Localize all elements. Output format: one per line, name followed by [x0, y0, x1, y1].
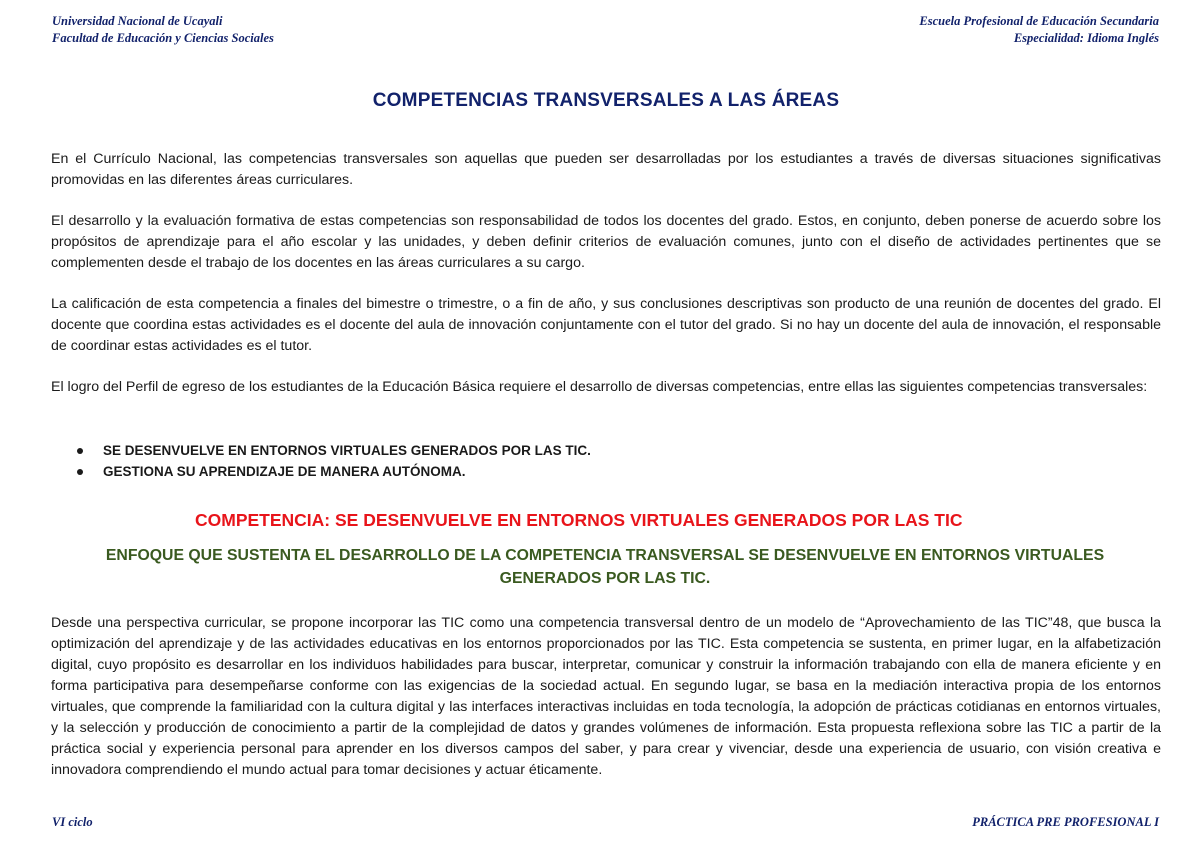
competencies-list — [51, 440, 1161, 482]
header-left — [52, 13, 274, 47]
paragraph-intro: En el Currículo Nacional, las competencias transversales son aquellas que pueden ser desarrolladas por los estudiantes a través de diversas situaciones significativas promovidas en las diferentes áreas curriculares. — [51, 151, 1161, 188]
page-title: COMPETENCIAS TRANSVERSALES A LAS ÁREAS — [372, 90, 840, 111]
faculty-name: Facultad de Educación y Ciencias Sociales — [52, 31, 274, 45]
specialty-name: Especialidad: Idioma Inglés — [1013, 31, 1159, 45]
paragraph-development: El desarrollo y la evaluación formativa de estas competencias son responsabilidad de todos los docentes del grado. Estos, en conjunto, deben ponerse de acuerdo sobre los propósitos de aprendizaje para el año escolar y las unidades, y deben definir criterios de evaluación comunes, junto con el diseño de actividades pertinentes que se complementen desde el trabajo de los docentes en las áreas curriculares a su cargo. — [51, 213, 1161, 271]
university-name: Universidad Nacional de Ucayali — [52, 14, 223, 28]
list-item: GESTIONA SU APRENDIZAJE DE MANERA AUTÓNOMA. — [51, 461, 1161, 482]
header-right — [919, 13, 1159, 47]
footer-course: PRÁCTICA PRE PROFESIONAL I — [972, 815, 1159, 829]
paragraph-enfoque: Desde una perspectiva curricular, se propone incorporar las TIC como una competencia transversal dentro de un modelo de “Aprovechamiento de las TIC”48, que busca la optimización del aprendizaje y de las actividades educativas en los entornos proporcionados por las TIC. Esta competencia se sustenta, en primer lugar, en la alfabetización digital, cuyo propósito es desarrollar en los individuos habilidades para buscar, interpretar, comunicar y construir la información trabajando con ella de manera eficiente y en forma participativa para desempeñarse conforme con las exigencias de la sociedad actual. En segundo lugar, se basa en la mediación interactiva propia de los entornos virtuales, que comprende la familiaridad con la cultura digital y las interfaces interactivas incluidas en toda tecnología, la adopción de prácticas cotidianas en entornos virtuales, y la selección y producción de conocimiento a partir de la complejidad de datos y grandes volúmenes de información. Esta propuesta reflexiona sobre las TIC a partir de la práctica social y experiencia personal para aprender en los diversos campos del saber, y para crear y vivenciar, desde una experiencia de usuario, con visión creativa e innovadora comprendiendo el mundo actual para tomar decisiones y actuar éticamente. — [51, 615, 1161, 778]
enfoque-heading: ENFOQUE QUE SUSTENTA EL DESARROLLO DE LA COMPETENCIA TRANSVERSAL SE DESENVUELVE EN ENTORNOS VIRTUALES GENERADOS POR LAS TIC. — [105, 547, 1105, 587]
school-name: Escuela Profesional de Educación Secundaria — [919, 14, 1159, 28]
competencia-heading: COMPETENCIA: SE DESENVUELVE EN ENTORNOS VIRTUALES GENERADOS POR LAS TIC — [195, 510, 963, 530]
paragraph-profile: El logro del Perfil de egreso de los estudiantes de la Educación Básica requiere el desarrollo de diversas competencias, entre ellas las siguientes competencias transversales: — [51, 379, 1148, 395]
list-item: SE DESENVUELVE EN ENTORNOS VIRTUALES GENERADOS POR LAS TIC. — [51, 440, 1161, 461]
footer-cycle: VI ciclo — [52, 815, 93, 829]
paragraph-grading: La calificación de esta competencia a finales del bimestre o trimestre, o a fin de año, y sus conclusiones descriptivas son producto de una reunión de docentes del grado. El docente que coordina estas actividades es el docente del aula de innovación conjuntamente con el tutor del grado. Si no hay un docente del aula de innovación, el responsable de coordinar estas actividades es el tutor. — [51, 296, 1161, 354]
